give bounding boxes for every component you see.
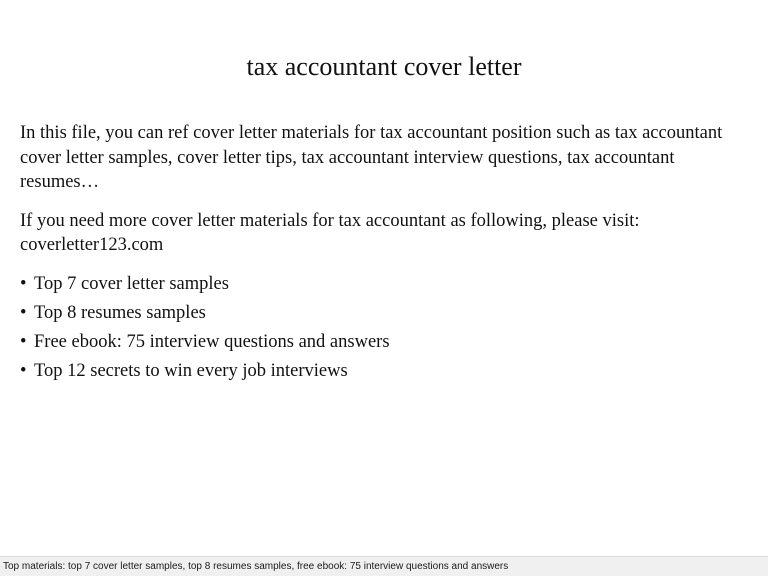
list-item [20, 359, 755, 383]
materials-list [20, 272, 755, 383]
list-item-label: Top 8 resumes samples [34, 302, 206, 323]
slide-content [20, 121, 755, 388]
slide-title: tax accountant cover letter [246, 52, 522, 81]
list-item-label: Top 12 secrets to win every job interviews [34, 360, 348, 381]
list-item [20, 301, 755, 325]
bullet-icon: • [20, 360, 27, 381]
bullet-icon: • [20, 331, 27, 352]
list-item-label: Top 7 cover letter samples [34, 273, 229, 294]
footer-bar [0, 556, 768, 576]
visit-paragraph: If you need more cover letter materials for tax accountant as following, please visit: coverletter123.com [20, 210, 640, 255]
list-item-label: Free ebook: 75 interview questions and answers [34, 331, 390, 352]
footer-text: Top materials: top 7 cover letter samples, top 8 resumes samples, free ebook: 75 interview questions and answers [3, 561, 509, 572]
bullet-icon: • [20, 273, 27, 294]
list-item [20, 330, 755, 354]
intro-paragraph: In this file, you can ref cover letter materials for tax accountant position such as tax accountant cover letter samples, cover letter tips, tax accountant interview questions, tax accountant resumes… [20, 123, 723, 192]
bullet-icon: • [20, 302, 27, 323]
list-item [20, 272, 755, 296]
